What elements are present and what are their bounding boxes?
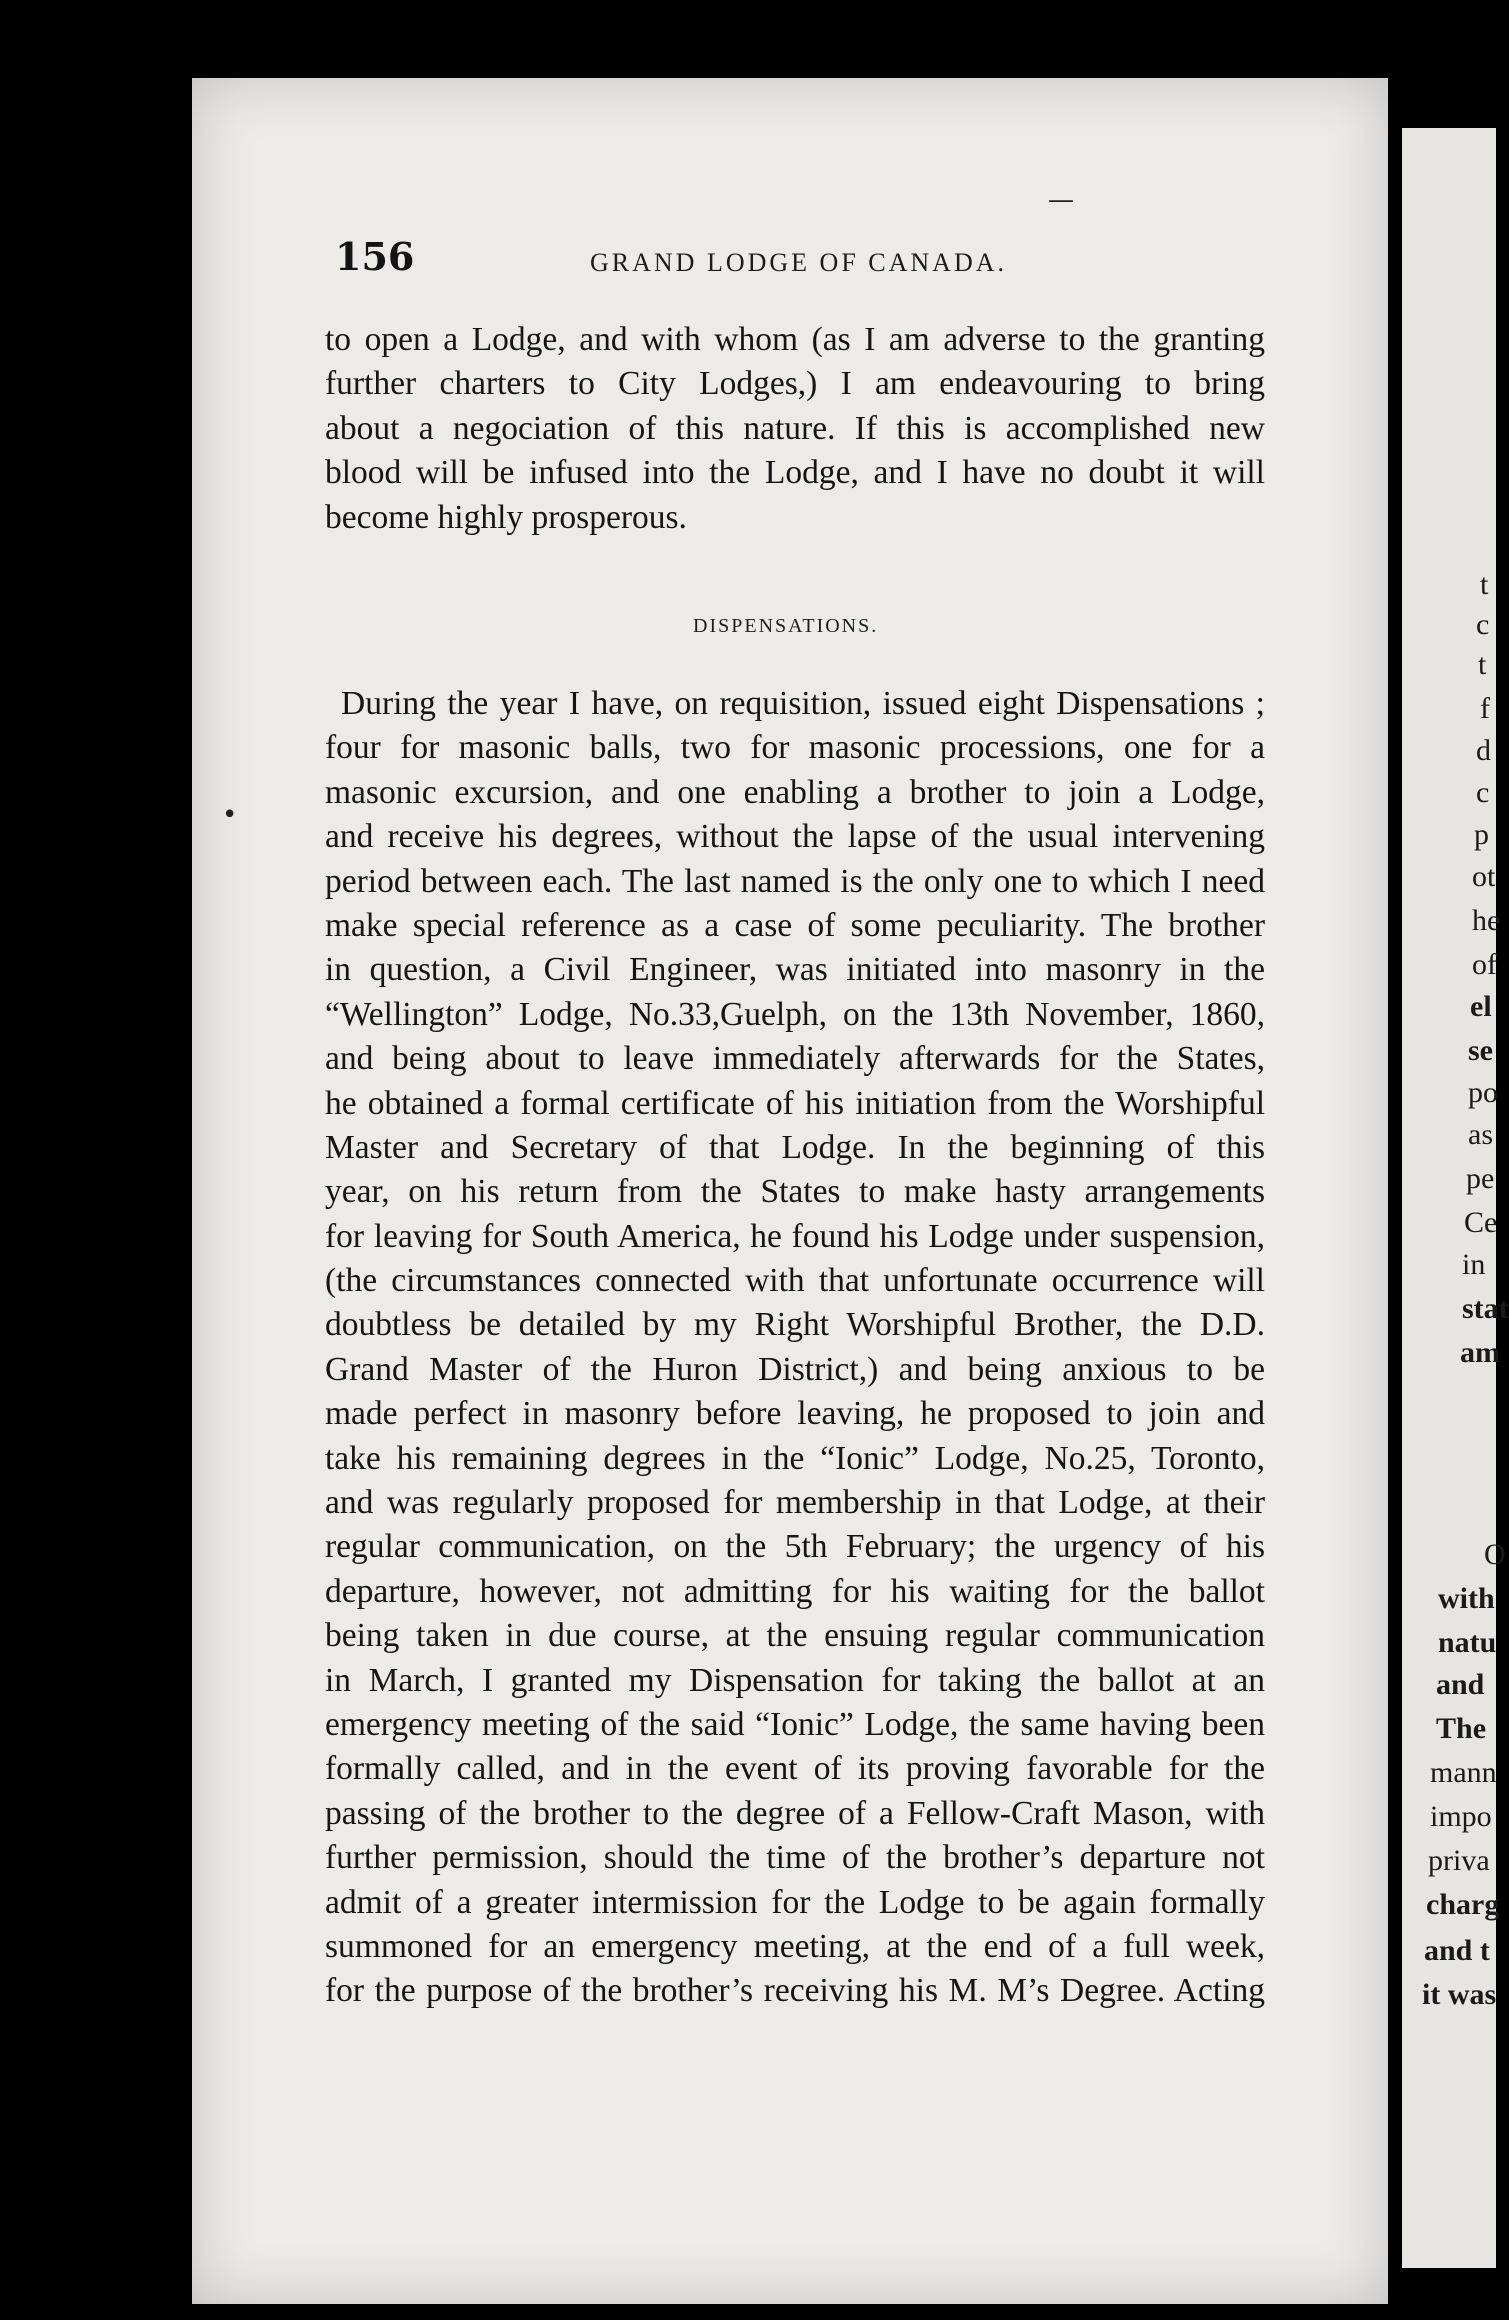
section-heading: DISPENSATIONS. xyxy=(693,615,879,637)
next-page-edge xyxy=(1402,128,1509,2268)
margin-fragment: it was xyxy=(1422,1978,1497,2011)
margin-fragment: d xyxy=(1476,734,1491,767)
margin-fragment: The xyxy=(1436,1712,1487,1745)
text-line: make special reference as a case of some peculiarity. The brother xyxy=(325,906,1265,944)
running-head: GRAND LODGE OF CANADA. xyxy=(590,248,1007,277)
text-line: become highly prosperous. xyxy=(325,498,687,536)
text-line: passing of the brother to the degree of a Fellow-Craft Mason, with xyxy=(325,1794,1265,1832)
margin-fragment: priva xyxy=(1428,1844,1490,1877)
text-line: “Wellington” Lodge, No.33,Guelph, on the 13th November, 1860, xyxy=(325,995,1265,1033)
text-line: period between each. The last named is the only one to which I need xyxy=(325,862,1265,900)
margin-fragment: and t xyxy=(1424,1934,1490,1967)
page-gutter xyxy=(1388,0,1402,2320)
text-line: take his remaining degrees in the “Ionic” Lodge, No.25, Toronto, xyxy=(325,1439,1265,1477)
margin-fragment: am xyxy=(1460,1336,1500,1369)
text-line: Master and Secretary of that Lodge. In the beginning of this xyxy=(325,1128,1265,1166)
margin-fragment: c xyxy=(1476,776,1490,809)
text-line: year, on his return from the States to make hasty arrangements xyxy=(325,1173,1265,1211)
text-line: four for masonic balls, two for masonic processions, one for a xyxy=(325,729,1265,767)
margin-fragment: charg xyxy=(1426,1888,1500,1921)
text-line: emergency meeting of the said “Ionic” Lodge, the same having been xyxy=(325,1705,1265,1743)
text-line: in March, I granted my Dispensation for taking the ballot at an xyxy=(325,1661,1265,1699)
text-line: (the circumstances connected with that unfortunate occurrence will xyxy=(325,1262,1265,1300)
text-line: summoned for an emergency meeting, at the end of a full week, xyxy=(325,1927,1265,1965)
text-line: and being about to leave immediately afterwards for the States, xyxy=(325,1040,1265,1078)
margin-fragment: po xyxy=(1468,1076,1498,1109)
margin-fragment: of xyxy=(1472,948,1497,981)
margin-fragment: Ce xyxy=(1464,1206,1498,1239)
paragraph-continuation xyxy=(325,318,1265,540)
margin-fragment: in xyxy=(1462,1248,1486,1281)
text-line: for leaving for South America, he found his Lodge under suspension, xyxy=(325,1217,1265,1255)
text-line: further charters to City Lodges,) I am endeavouring to bring xyxy=(325,365,1265,403)
margin-fragment: ot xyxy=(1472,860,1496,893)
margin-fragment: stat xyxy=(1462,1292,1509,1325)
text-line: and receive his degrees, without the lapse of the usual intervening xyxy=(325,818,1265,856)
margin-fragment: t xyxy=(1480,568,1489,601)
text-line: being taken in due course, at the ensuing regular communication xyxy=(325,1617,1265,1655)
text-line: During the year I have, on requisition, issued eight Dispensations ; xyxy=(341,685,1265,722)
paragraph-dispensations xyxy=(325,682,1265,2014)
text-line: Grand Master of the Huron District,) and being anxious to be xyxy=(325,1350,1265,1388)
text-line: formally called, and in the event of its proving favorable for the xyxy=(325,1750,1265,1788)
text-line: further permission, should the time of the brother’s departure not xyxy=(325,1839,1265,1877)
text-line: blood will be infused into the Lodge, and I have no doubt it will xyxy=(325,454,1265,492)
text-line: in question, a Civil Engineer, was initiated into masonry in the xyxy=(325,951,1265,989)
margin-fragment: se xyxy=(1468,1034,1493,1067)
text-line: regular communication, on the 5th February; the urgency of his xyxy=(325,1528,1265,1566)
margin-fragment: f xyxy=(1480,692,1490,725)
text-line: to open a Lodge, and with whom (as I am adverse to the granting xyxy=(325,321,1265,358)
margin-fragment: pe xyxy=(1466,1162,1495,1195)
text-line: admit of a greater intermission for the Lodge to be again formally xyxy=(325,1883,1265,1921)
scan-speck: — xyxy=(1048,185,1074,215)
margin-fragment: t xyxy=(1478,648,1487,681)
text-line: doubtless be detailed by my Right Worshipful Brother, the D.D. xyxy=(325,1306,1265,1344)
text-line: made perfect in masonry before leaving, he proposed to join and xyxy=(325,1395,1265,1433)
text-line: and was regularly proposed for membership in that Lodge, at their xyxy=(325,1484,1265,1522)
text-line: about a negociation of this nature. If this is accomplished new xyxy=(325,409,1265,447)
text-line: departure, however, not admitting for his waiting for the ballot xyxy=(325,1572,1265,1610)
text-line: he obtained a formal certificate of his initiation from the Worshipful xyxy=(325,1084,1265,1122)
margin-fragment: c xyxy=(1476,608,1490,641)
text-line: masonic excursion, and one enabling a brother to join a Lodge, xyxy=(325,773,1265,811)
margin-fragment: el xyxy=(1470,990,1492,1023)
margin-fragment: with xyxy=(1438,1582,1495,1615)
margin-fragment: as xyxy=(1468,1118,1493,1151)
margin-fragment: he xyxy=(1472,904,1501,937)
margin-fragment: impo xyxy=(1430,1800,1492,1833)
margin-fragment: mann xyxy=(1430,1756,1497,1789)
scan-speck: • xyxy=(222,800,238,830)
margin-fragment: natu xyxy=(1438,1626,1497,1659)
margin-fragment: p xyxy=(1474,818,1489,851)
text-line: for the purpose of the brother’s receiving his M. M’s Degree. Acting xyxy=(325,1972,1265,2010)
page-number: 156 xyxy=(335,234,415,279)
margin-fragment: O xyxy=(1484,1538,1506,1571)
margin-fragment: and xyxy=(1436,1668,1485,1701)
page-header xyxy=(335,234,1265,284)
